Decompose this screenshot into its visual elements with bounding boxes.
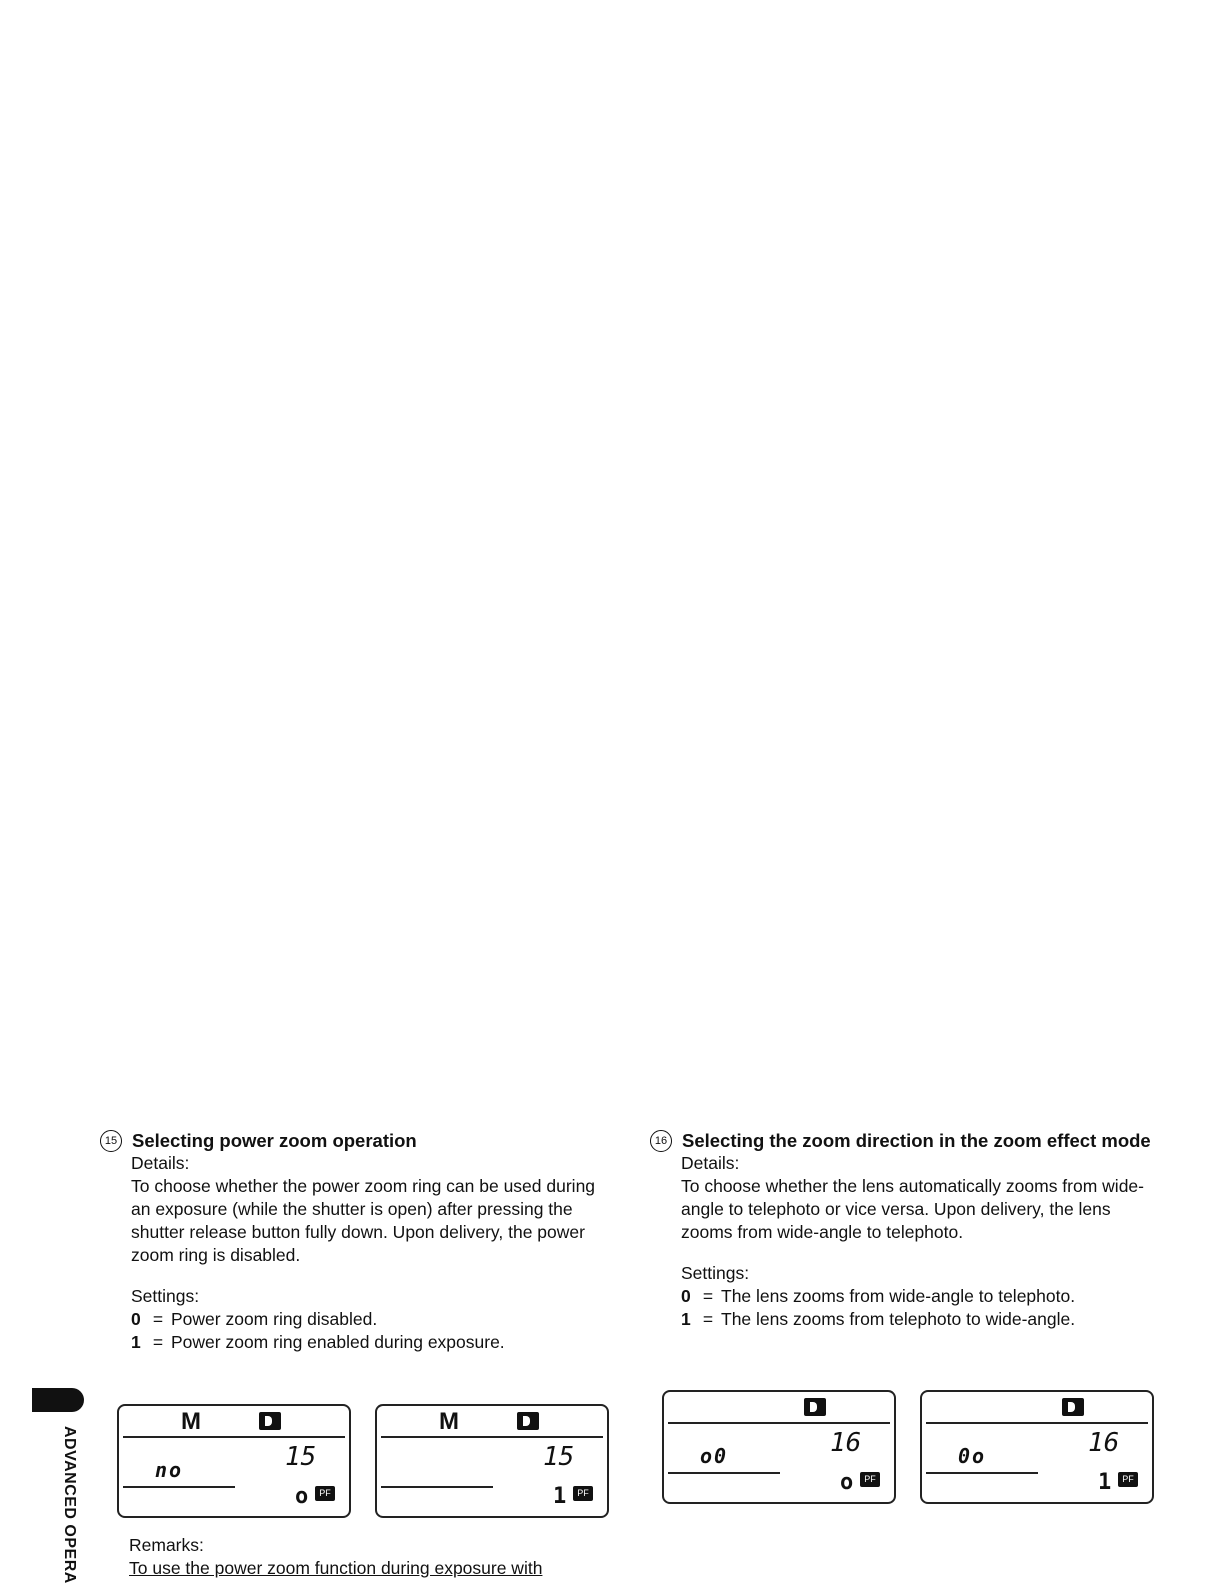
- section-16-body: [681, 1152, 1160, 1331]
- lcd-custom-number: 15: [285, 1442, 317, 1472]
- card-icon: [804, 1398, 826, 1416]
- lcd-left-value: 0o: [958, 1444, 987, 1468]
- settings-label: Settings:: [131, 1286, 200, 1306]
- lcd-setting-value: o: [840, 1470, 854, 1495]
- setting-item: [131, 1308, 612, 1331]
- section-15: [100, 1130, 612, 1354]
- lcd-display: [920, 1390, 1154, 1504]
- lcd-custom-number: 16: [1088, 1428, 1120, 1458]
- pf-badge: PF: [1118, 1472, 1138, 1487]
- lcd-row-16: [662, 1390, 1154, 1504]
- section-16-heading: [650, 1130, 1160, 1152]
- pf-badge: PF: [573, 1486, 593, 1501]
- lcd-left-value: o0: [700, 1444, 729, 1468]
- lcd-display: [375, 1404, 609, 1518]
- side-tab-marker: [32, 1388, 84, 1412]
- lcd-left-value: no: [155, 1458, 184, 1482]
- setting-item: [681, 1285, 1160, 1308]
- lcd-display: [117, 1404, 351, 1518]
- settings-label: Settings:: [681, 1263, 750, 1283]
- setting-text: Power zoom ring enabled during exposure.: [171, 1332, 505, 1352]
- section-number-badge: 15: [100, 1130, 122, 1152]
- details-text: To choose whether the power zoom ring can be used during an exposure (while the shutter is open) after pressing the shutter release button fully down. Upon delivery, the power zoom ring is disabled.: [131, 1176, 596, 1265]
- setting-text: The lens zooms from wide-angle to telephoto.: [721, 1286, 1076, 1306]
- setting-item: [131, 1331, 612, 1354]
- remarks-label: Remarks:: [129, 1535, 204, 1555]
- pf-badge: PF: [860, 1472, 880, 1487]
- card-icon: [517, 1412, 539, 1430]
- section-number-badge: 16: [650, 1130, 672, 1152]
- details-text: To choose whether the lens automatically zooms from wide-angle to telephoto or vice versa. Upon delivery, the lens zooms from wide-angle to telephoto.: [681, 1176, 1144, 1242]
- setting-item: [681, 1308, 1160, 1331]
- lcd-custom-number: 16: [830, 1428, 862, 1458]
- lcd-custom-number: 15: [543, 1442, 575, 1472]
- pf-badge: PF: [315, 1486, 335, 1501]
- setting-key: 0: [681, 1286, 691, 1306]
- setting-key: 0: [131, 1309, 141, 1329]
- setting-text: The lens zooms from telephoto to wide-angle.: [721, 1309, 1076, 1329]
- card-icon: [1062, 1398, 1084, 1416]
- lcd-setting-value: o: [295, 1484, 309, 1509]
- setting-key: 1: [681, 1309, 691, 1329]
- side-tab-label: ADVANCED OPERA: [61, 1426, 78, 1584]
- setting-text: Power zoom ring disabled.: [171, 1309, 378, 1329]
- remarks: [129, 1534, 542, 1580]
- section-15-body: [131, 1152, 612, 1354]
- section-16: [650, 1130, 1160, 1331]
- lcd-setting-value: 1: [553, 1484, 567, 1509]
- details-label: Details:: [131, 1153, 190, 1173]
- lcd-mode: M: [181, 1408, 201, 1435]
- lcd-row-15: [117, 1404, 609, 1518]
- lcd-mode: M: [439, 1408, 459, 1435]
- section-title: Selecting the zoom direction in the zoom effect mode: [682, 1130, 1151, 1151]
- setting-key: 1: [131, 1332, 141, 1352]
- setting-eq: =: [152, 1332, 164, 1352]
- card-icon: [259, 1412, 281, 1430]
- setting-eq: =: [702, 1309, 714, 1329]
- lcd-setting-value: 1: [1098, 1470, 1112, 1495]
- details-label: Details:: [681, 1153, 740, 1173]
- lcd-display: [662, 1390, 896, 1504]
- setting-eq: =: [152, 1309, 164, 1329]
- section-title: Selecting power zoom operation: [132, 1130, 417, 1151]
- section-15-heading: [100, 1130, 612, 1152]
- remarks-text: To use the power zoom function during exposure with: [129, 1558, 543, 1578]
- setting-eq: =: [702, 1286, 714, 1306]
